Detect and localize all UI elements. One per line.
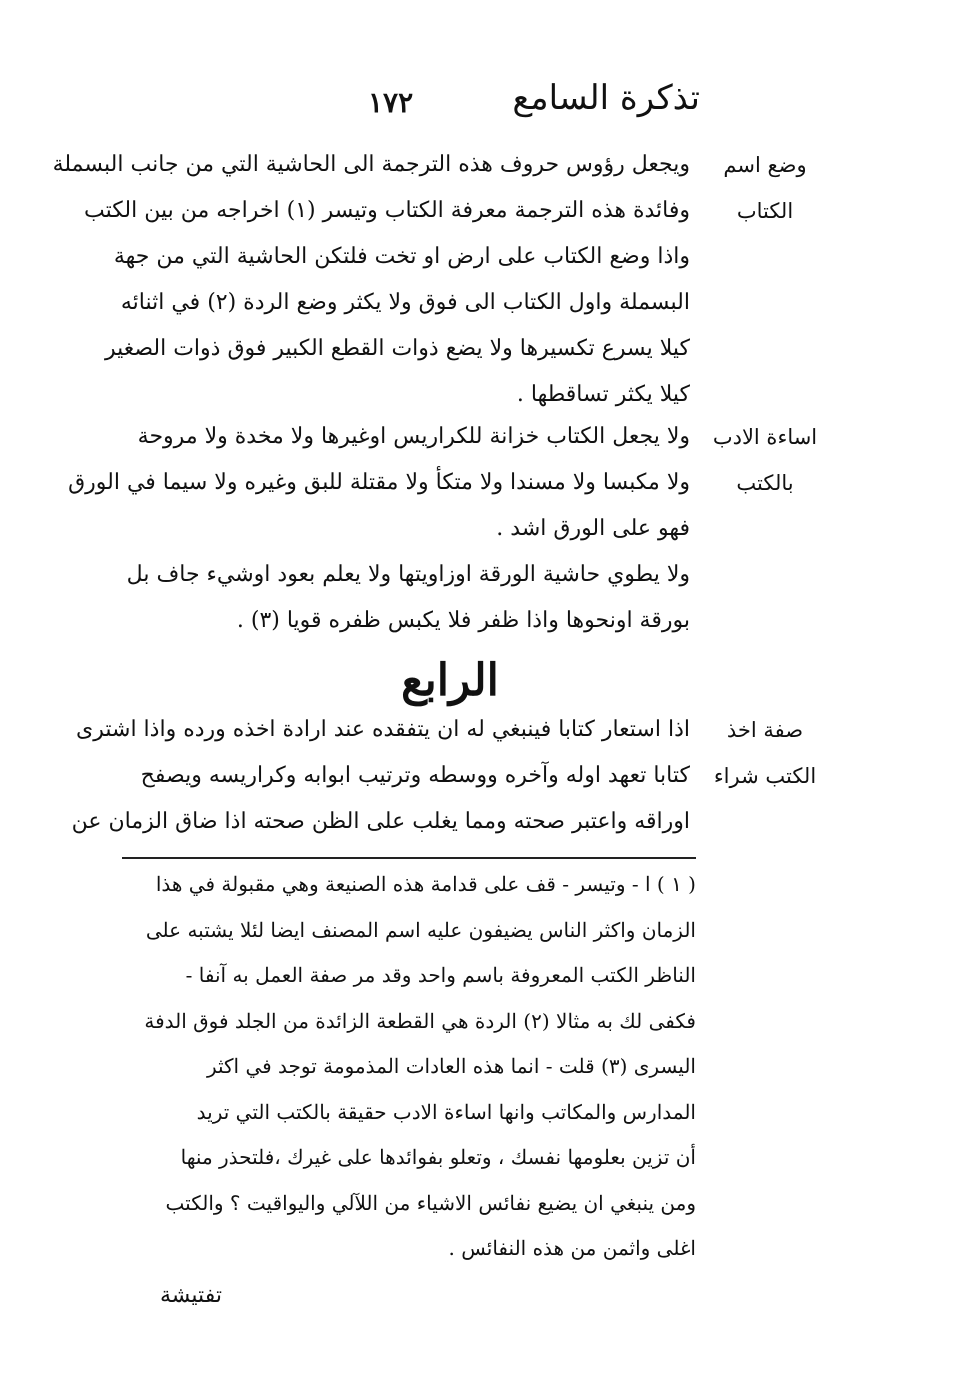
footnote-line: فكفى لك به مثالا (٢) الردة هي القطعة الزائدة من الجلد فوق الدفة: [144, 1008, 696, 1033]
margin-note-line: اساءة الادب: [712, 425, 818, 449]
text-line: بورقة اونحوها واذا ظفر فلا يكبس ظفره قويا (٣) .: [236, 608, 690, 633]
paragraph-acquiring: [71, 707, 690, 845]
footnote-line: المدارس والمكاتب وانها اساءة الادب حقيقة بالكتب التي تريد: [196, 1099, 696, 1124]
text-line: كيلا يسرع تكسيرها ولا يضع ذوات القطع الكبير فوق ذوات الصغير: [104, 336, 690, 361]
page-number: ١٧٢: [368, 86, 414, 119]
text-line: ولا يجعل الكتاب خزانة للكراريس اوغيرها ولا مخدة ولا مروحة: [137, 424, 690, 449]
margin-note-line: وضع اسم: [723, 153, 807, 177]
margin-note-acquiring: [712, 707, 818, 799]
text-line: اذا استعار كتابا فينبغي له ان يتفقده عند ارادة اخذه ورده واذا اشترى: [76, 717, 690, 742]
margin-note-book-title: [712, 142, 818, 234]
text-line: ولا مكبسا ولا مسندا ولا متكأ ولا مقتلة للبق وغيره ولا سيما في الورق: [68, 470, 690, 495]
text-line: اوراقه واعتبر صحته ومما يغلب على الظن صحته اذا ضاق الزمان عن: [71, 809, 690, 834]
footnote-line: اليسرى (٣) قلت - انما هذه العادات المذمومة توجد في اكثر: [206, 1054, 696, 1078]
margin-note-line: بالكتب: [736, 471, 794, 495]
text-line: ولا يطوي حاشية الورقة اوزاويتها ولا يعلم بعود اوشيء جاف بل: [126, 562, 690, 587]
margin-note-line: الكتاب: [736, 199, 794, 223]
text-line: كيلا يكثر تساقطها .: [516, 382, 690, 407]
footnote-line: ( ١ ) ا - وتيسر - قف على قدامة هذه الصنيعة وهي مقبولة في هذا: [155, 872, 696, 896]
margin-note-disrespect: [712, 414, 818, 506]
footnote-line: اغلى واثمن من هذه النفائس .: [448, 1236, 696, 1260]
paragraph-book-title: [52, 142, 690, 418]
text-line: ويجعل رؤوس حروف هذه الترجمة الى الحاشية التي من جانب البسملة: [52, 152, 690, 177]
margin-note-line: الكتب شراء: [713, 764, 817, 788]
catchword: تفتيشة: [160, 1283, 222, 1308]
footnote-line: أن تزين بعلومها نفسك ، وتعلو بفوائدها على غيرك ،فلتحذر منها: [180, 1145, 696, 1169]
page-header: [360, 78, 700, 128]
footnotes: [128, 862, 696, 1272]
footnote-line: الزمان واكثر الناس يضيفون عليه اسم المصنف ايضا لئلا يشتبه على: [145, 917, 696, 942]
footnote-line: ومن ينبغي ان يضيع نفائس الاشياء من اللآلي واليواقيت ؟ والكتب: [165, 1190, 696, 1215]
section-heading: الرابع: [401, 655, 499, 706]
footnote-divider: [122, 857, 696, 859]
text-line: كتابا تعهد اوله وآخره ووسطه وترتيب ابوابه وكراريسه ويصفح: [140, 763, 690, 788]
text-line: فهو على الورق اشد .: [496, 516, 690, 541]
text-line: واذا وضع الكتاب على ارض او تخت فلتكن الحاشية التي من جهة: [113, 244, 690, 269]
running-title: تذكرة السامع: [512, 78, 700, 118]
margin-note-line: صفة اخذ: [726, 718, 804, 742]
text-line: البسملة واول الكتاب الى فوق ولا يكثر وضع الردة (٢) في اثنائه: [120, 290, 690, 315]
paragraph-disrespect: [68, 414, 690, 644]
text-line: وفائدة هذه الترجمة معرفة الكتاب وتيسر (١) اخراجه من بين الكتب: [84, 198, 690, 223]
footnote-line: الناظر الكتب المعروفة باسم واحد وقد مر صفة العمل به آنفا -: [185, 963, 696, 987]
